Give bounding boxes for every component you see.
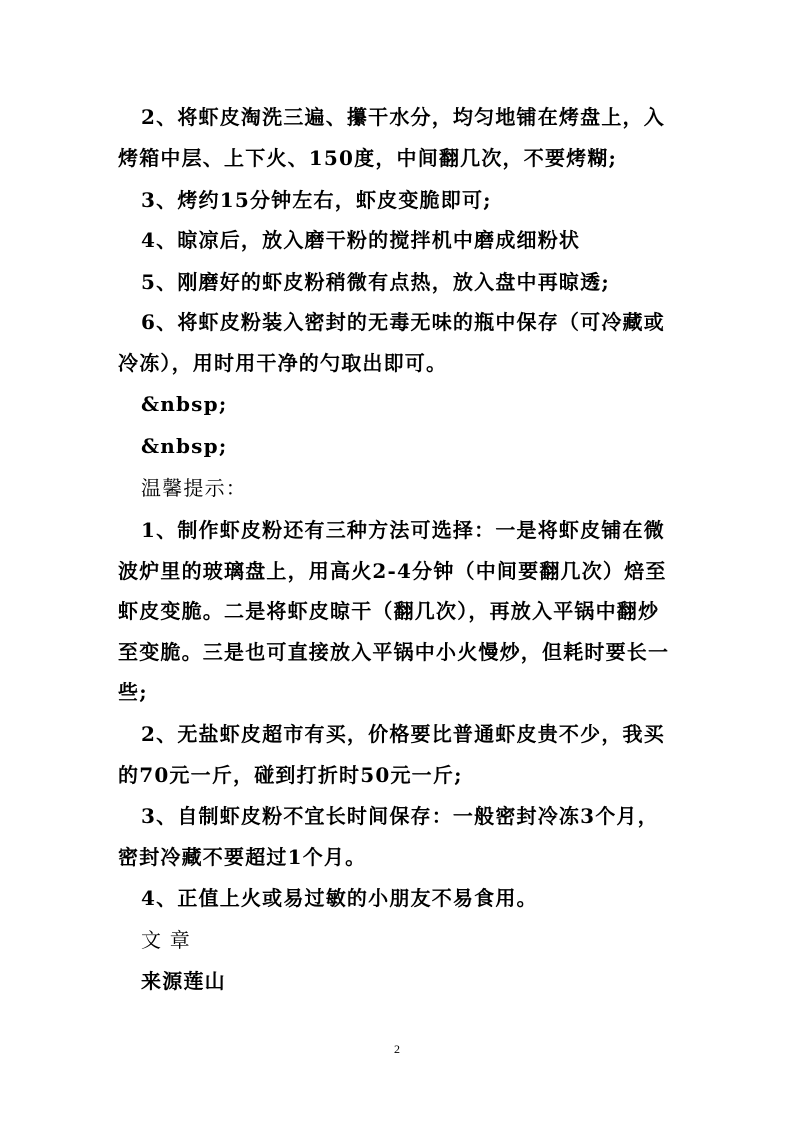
tip-4: 4、正值上火或易过敏的小朋友不易食用。: [141, 886, 538, 910]
paragraph-step-3: 3、烤约15分钟左右，虾皮变脆即可;: [141, 188, 492, 212]
paragraph-step-4: 4、晾凉后，放入磨干粉的搅拌机中磨成细粉状: [141, 228, 581, 252]
source-label: 来源莲山: [141, 969, 226, 993]
page-number: 2: [394, 1042, 400, 1056]
tip-1: 1、制作虾皮粉还有三种方法可选择：一是将虾皮铺在微波炉里的玻璃盘上，用高火2-4分钟（中间要翻几次）焙至虾皮变脆。二是将虾皮晾干（翻几次），再放入平锅中翻炒至变脆。三是也可直接放入平锅中小火慢炒，但耗时要长一些;: [118, 518, 670, 704]
tip-3: 3、自制虾皮粉不宜长时间保存：一般密封冷冻3个月，密封冷藏不要超过1个月。: [118, 804, 659, 869]
paragraph-step-5: 5、刚磨好的虾皮粉稍微有点热，放入盘中再晾透;: [141, 270, 610, 294]
paragraph-step-2: 2、将虾皮淘洗三遍、攥干水分，均匀地铺在烤盘上，入烤箱中层、上下火、150度，中间翻几次，不要烤糊;: [118, 105, 665, 170]
paragraph-step-6: 6、将虾皮粉装入密封的无毒无味的瓶中保存（可冷藏或冷冻），用时用干净的勺取出即可。: [118, 310, 665, 375]
article-label: 文 章: [141, 928, 191, 952]
tips-heading: 温馨提示：: [141, 476, 247, 500]
paragraph-nbsp-1: &nbsp;: [141, 392, 228, 416]
paragraph-nbsp-2: &nbsp;: [141, 434, 228, 458]
tip-2: 2、无盐虾皮超市有买，价格要比普通虾皮贵不少，我买的70元一斤，碰到打折时50元一斤;: [118, 722, 665, 787]
